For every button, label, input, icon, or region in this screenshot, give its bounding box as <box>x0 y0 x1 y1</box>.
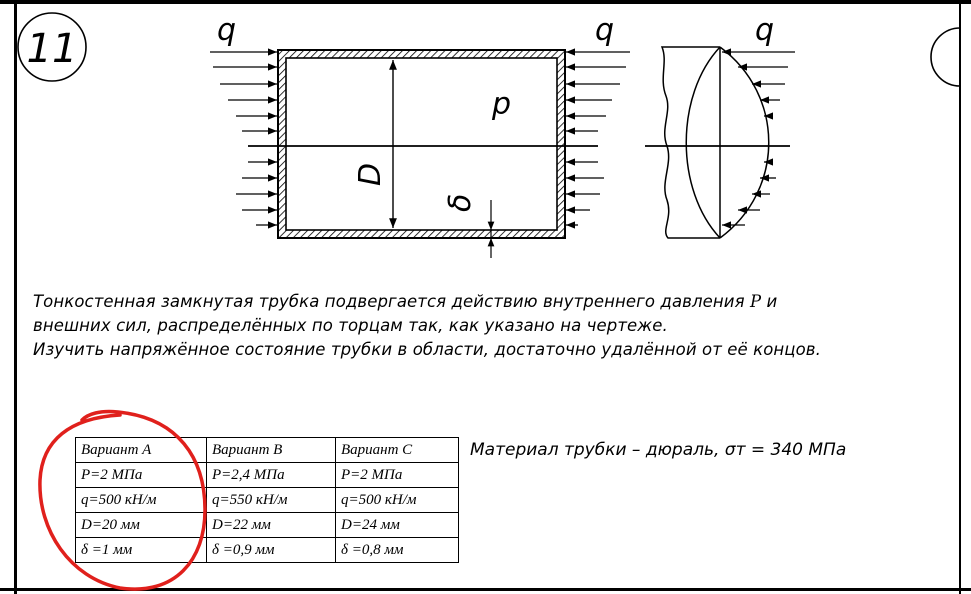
description-line-1: Тонкостенная замкнутая трубка подвергается действию внутреннего давления P и <box>33 292 778 311</box>
table-cell: Вариант A <box>76 438 207 463</box>
table-cell: Вариант B <box>207 438 336 463</box>
table-cell: P=2 МПа <box>76 463 207 488</box>
label-q-right: q <box>595 13 615 48</box>
label-q-side: q <box>755 13 775 48</box>
label-delta: δ <box>443 193 478 212</box>
description-line-2: внешних сил, распределённых по торцам так, как указано на чертеже. <box>33 316 668 335</box>
material-note: Материал трубки – дюраль, σт = 340 МПа <box>470 440 847 460</box>
table-cell: q=550 кН/м <box>207 488 336 513</box>
table-cell: P=2 МПа <box>336 463 459 488</box>
pressure-symbol: P <box>749 292 762 311</box>
table-cell: q=500 кН/м <box>76 488 207 513</box>
problem-number: 11 <box>26 26 78 72</box>
table-cell: D=22 мм <box>207 513 336 538</box>
table-cell: D=20 мм <box>76 513 207 538</box>
table-cell: δ =1 мм <box>76 538 207 563</box>
table-cell: D=24 мм <box>336 513 459 538</box>
table-cell: P=2,4 МПа <box>207 463 336 488</box>
description-line-3: Изучить напряжённое состояние трубки в области, достаточно удалённой от её концов. <box>33 340 821 359</box>
table-cell: q=500 кН/м <box>336 488 459 513</box>
table-cell: δ =0,9 мм <box>207 538 336 563</box>
label-p: p <box>492 87 512 122</box>
table-cell: δ =0,8 мм <box>336 538 459 563</box>
table-cell: Вариант C <box>336 438 459 463</box>
label-D: D <box>353 162 388 186</box>
label-q-left: q <box>217 13 237 48</box>
